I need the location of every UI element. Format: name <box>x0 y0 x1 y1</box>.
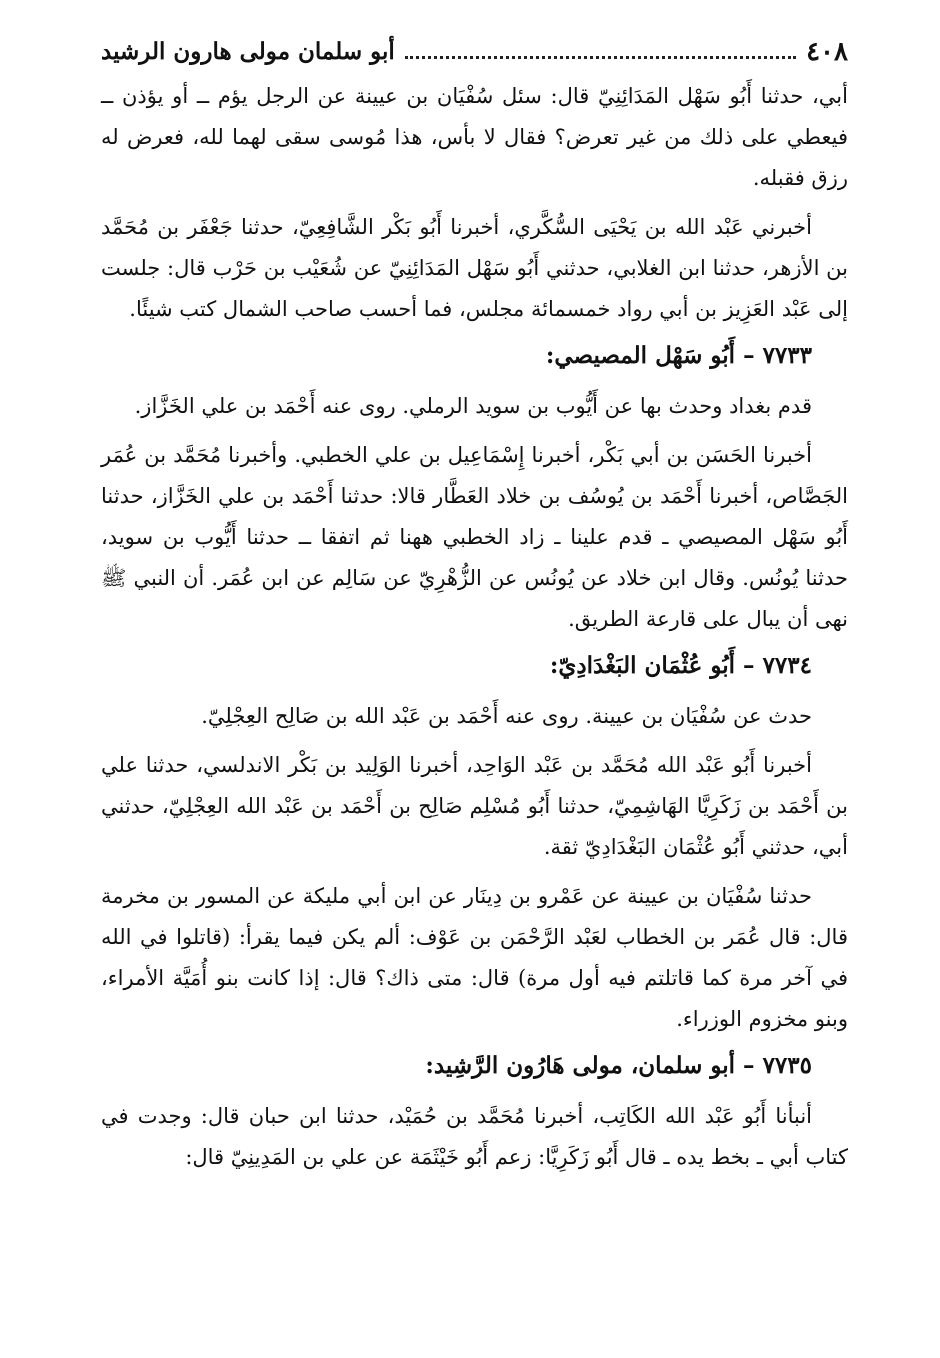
paragraph: حدث عن سُفْيَان بن عيينة. روى عنه أَحْمَد بن عَبْد الله بن صَالِح العِجْلِيّ. <box>201 704 812 728</box>
header-dot-leader <box>405 56 796 59</box>
paragraph: قدم بغداد وحدث بها عن أَيُّوب بن سويد الرملي. روى عنه أَحْمَد بن علي الخَزَّاز. <box>134 394 812 418</box>
entry-heading-7735: ٧٧٣٥ – أبو سلمان، مولى هَارُون الرَّشِيد: <box>425 1052 812 1079</box>
paragraph: أخبرنا الحَسَن بن أبي بَكْر، أخبرنا إِسْمَاعِيل بن علي الخطبي. وأخبرنا مُحَمَّد بن عُمَر الجَصَّاص، أخبرنا أَحْمَد بن يُوسُف بن خلاد العَطَّار قالا: حدثنا أَحْمَد بن علي الخَزَّاز، حدثنا أَبُو سَهْل المصيصي ـ قدم علينا ـ زاد الخطبي ههنا ثم اتفقا ــ حدثنا أَيُّوب بن سويد، حدثنا يُونُس. وقال ابن خلاد عن يُونُس عن الزُّهْرِيّ عن سَالِم عن ابن عُمَر. أن النبي ﷺ نهى أن يبال على قارعة الطريق. <box>101 443 848 631</box>
page-number: ٤٠٨ <box>806 37 848 67</box>
entry-heading-7734: ٧٧٣٤ – أَبُو عُثْمَان البَغْدَادِيّ: <box>549 652 812 679</box>
paragraph: أخبرني عَبْد الله بن يَحْيَى السُّكَّري، أخبرنا أَبُو بَكْر الشَّافِعِيّ، حدثنا جَعْفَر بن مُحَمَّد بن الأزهر، حدثنا ابن الغلابي، حدثني أَبُو سَهْل المَدَائِنِيّ عن شُعَيْب بن حَرْب قال: جلست إلى عَبْد العَزِيز بن أبي رواد خمسمائة مجلس، فما أحسب صاحب الشمال كتب شيئًا. <box>101 215 848 321</box>
header-title: أبو سلمان مولى هارون الرشيد <box>101 38 395 65</box>
paragraph: حدثنا سُفْيَان بن عيينة عن عَمْرو بن دِينَار عن ابن أبي مليكة عن المسور بن مخرمة قال: قال عُمَر بن الخطاب لعَبْد الرَّحْمَن بن عَوْف: ألم يكن فيما يقرأ: (قاتلوا في الله في آخر مرة كما قاتلتم فيه أول مرة) قال: متى ذاك؟ قال: إذا كانت بنو أُمَيَّة الأمراء، وبنو مخزوم الوزراء. <box>101 884 848 1031</box>
entry-heading-7733: ٧٧٣٣ – أَبُو سَهْل المصيصي: <box>545 342 812 369</box>
running-header <box>101 30 848 74</box>
paragraph: أخبرنا أَبُو عَبْد الله مُحَمَّد بن عَبْد الوَاحِد، أخبرنا الوَلِيد بن بَكْر الاندلسي، حدثنا علي بن أَحْمَد بن زَكَرِيَّا الهَاشِمِيّ، حدثنا أَبُو مُسْلِم صَالِح بن أَحْمَد بن عَبْد الله العِجْلِيّ، حدثني أبي، حدثني أَبُو عُثْمَان البَغْدَادِيّ ثقة. <box>101 753 848 859</box>
paragraph: أنبأنا أَبُو عَبْد الله الكَاتِب، أخبرنا مُحَمَّد بن حُمَيْد، حدثنا ابن حبان قال: وجدت في كتاب أبي ـ بخط يده ـ قال أَبُو زَكَرِيَّا: زعم أَبُو خَيْثَمَة عن علي بن المَدِينِيّ قال: <box>101 1104 848 1169</box>
book-page <box>101 30 848 1178</box>
paragraph: أبي، حدثنا أَبُو سَهْل المَدَائِنِيّ قال: سئل سُفْيَان بن عيينة عن الرجل يؤم ــ أو يؤذن ــ فيعطي على ذلك من غير تعرض؟ فقال لا بأس، هذا مُوسى سقى لهما لله، فعرض له رزق فقبله. <box>101 84 848 190</box>
